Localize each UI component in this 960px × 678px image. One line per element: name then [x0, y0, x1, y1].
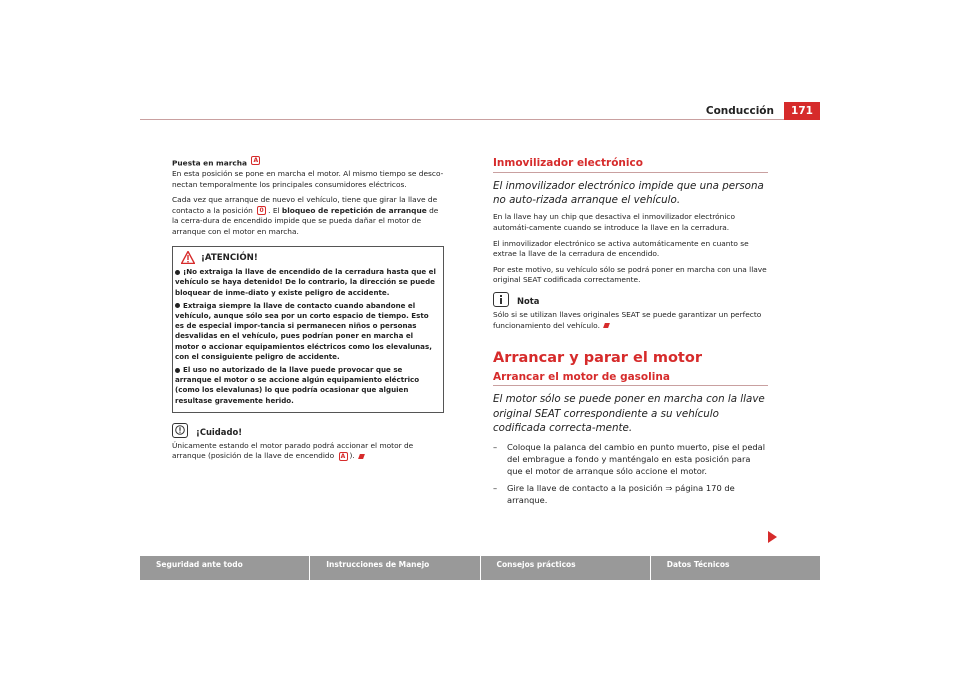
step-item — [493, 482, 768, 506]
note-icon — [493, 292, 509, 307]
paragraph-text: Únicamente estando el motor parado podrá accionar el motor de arranque (posición de la llave de encendido — [172, 440, 414, 461]
section-end-icon — [603, 323, 610, 328]
step-item — [493, 441, 768, 478]
page-number: 171 — [784, 102, 820, 120]
paragraph-text: ). — [349, 451, 355, 461]
section-divider — [493, 385, 768, 386]
tab-instrucciones[interactable]: Instrucciones de Manejo — [310, 556, 479, 580]
chapter-title: Arrancar y parar el motor — [493, 350, 702, 367]
warning-title: ¡ATENCIÓN! — [201, 252, 258, 263]
lead-text: El motor sólo se puede poner en marcha con la llave original SEAT correspondiente a su vehículo codificada correcta-mente. — [493, 393, 765, 435]
caution-title: ¡Cuidado! — [196, 427, 243, 438]
section-title-immobilizer: Inmovilizador electrónico — [493, 157, 643, 169]
section-end-icon — [358, 454, 365, 459]
paragraph: En esta posición se pone en marcha el motor. Al mismo tiempo se desco-nectan temporalmente los principales consumidores eléctricos. — [172, 169, 444, 189]
tab-datos-tecnicos[interactable]: Datos Técnicos — [651, 556, 820, 580]
paragraph: Por este motivo, su vehículo sólo se podrá poner en marcha con una llave original SEAT codificada correctamente. — [493, 264, 767, 285]
paragraph: El inmovilizador electrónico se activa automáticamente en cuanto se extrae la llave de la cerradura de encendido. — [493, 238, 749, 259]
warning-triangle-icon — [181, 251, 195, 264]
paragraph-text: . El — [268, 205, 280, 215]
tab-seguridad[interactable]: Seguridad ante todo — [140, 556, 309, 580]
chapter-header-title: Conducción — [705, 105, 774, 117]
warning-header — [173, 247, 443, 268]
subheading: Puesta en marcha — [172, 158, 247, 168]
warning-item — [173, 301, 443, 362]
warning-item-text: Extraiga siempre la llave de contacto cuando abandone el vehículo, aunque sólo sea por un corto espacio de tiempo. Esto es de especial impor-tancia si permanecen niños o personas desvalidas en el vehículo, pues podrían poner en marcha el motor o accionar equipamientos eléctricos como los elevalunas, con el consiguiente peligro de accidente. — [175, 300, 432, 361]
tab-consejos[interactable]: Consejos prácticos — [481, 556, 650, 580]
note-header — [493, 292, 768, 307]
section-puesta-en-marcha — [172, 156, 444, 190]
step-text: Gire la llave de contacto a la posición ⇒ página 170 de arranque. — [507, 483, 735, 506]
step-dash: – — [493, 483, 498, 494]
bold-term: bloqueo de repetición de arranque — [281, 205, 427, 215]
paragraph-text: de la cerra-dura de encendido impide que se pueda dañar el motor de arranque con el motor en marcha. — [172, 205, 439, 237]
position-ref-badge: A — [251, 156, 260, 165]
left-column — [172, 156, 444, 467]
exclamation-icon — [172, 423, 188, 438]
warning-item-text: El uso no autorizado de la llave puede provocar que se arranque el motor o se accione algún equipamiento eléctrico (como los elevalunas) lo que podría ocasionar que alguien resultase gravemente herido. — [175, 365, 420, 405]
lead-text: El inmovilizador electrónico impide que una persona no auto-rizada arranque el vehículo. — [493, 179, 764, 206]
caution-text — [172, 441, 444, 462]
footer-tabs — [140, 556, 820, 580]
section-divider — [493, 172, 768, 173]
paragraph-restart — [172, 195, 444, 237]
next-page-arrow-icon[interactable] — [768, 531, 777, 543]
position-ref-badge: 0 — [257, 206, 266, 215]
warning-item — [173, 267, 443, 298]
warning-item — [173, 365, 443, 406]
note-title: Nota — [517, 296, 540, 307]
bullet-icon — [175, 368, 180, 373]
paragraph-text: Cada vez que arranque de nuevo el vehículo, tiene que girar la llave de contacto a la posición — [172, 195, 438, 215]
warning-box — [172, 246, 444, 413]
right-column — [493, 156, 768, 512]
section-title-gasoline: Arrancar el motor de gasolina — [493, 370, 670, 383]
caution-header — [172, 423, 444, 438]
info-i-icon — [496, 294, 506, 305]
bullet-icon — [175, 270, 180, 275]
page-header — [140, 102, 820, 120]
note-text — [493, 310, 768, 331]
step-dash: – — [493, 441, 498, 452]
header-divider — [140, 119, 784, 120]
step-text: Coloque la palanca del cambio en punto muerto, pise el pedal del embrague a fondo y manténgalo en esta posición para que el motor de arranque sólo accione el motor. — [507, 441, 766, 476]
exclamation-glyph-icon — [175, 425, 185, 436]
position-ref-badge: A — [339, 452, 348, 461]
paragraph-text: Sólo si se utilizan llaves originales SEAT se puede garantizar un perfecto funcionamiento del vehículo. — [493, 309, 762, 330]
bullet-icon — [175, 303, 180, 308]
warning-item-text: ¡No extraiga la llave de encendido de la cerradura hasta que el vehículo se haya detenido! De lo contrario, la dirección se puede bloquear de inme-diato y existe peligro de accidente. — [175, 267, 436, 297]
paragraph: En la llave hay un chip que desactiva el inmovilizador electrónico automáti-camente cuando se introduce la llave en la cerradura. — [493, 212, 735, 232]
